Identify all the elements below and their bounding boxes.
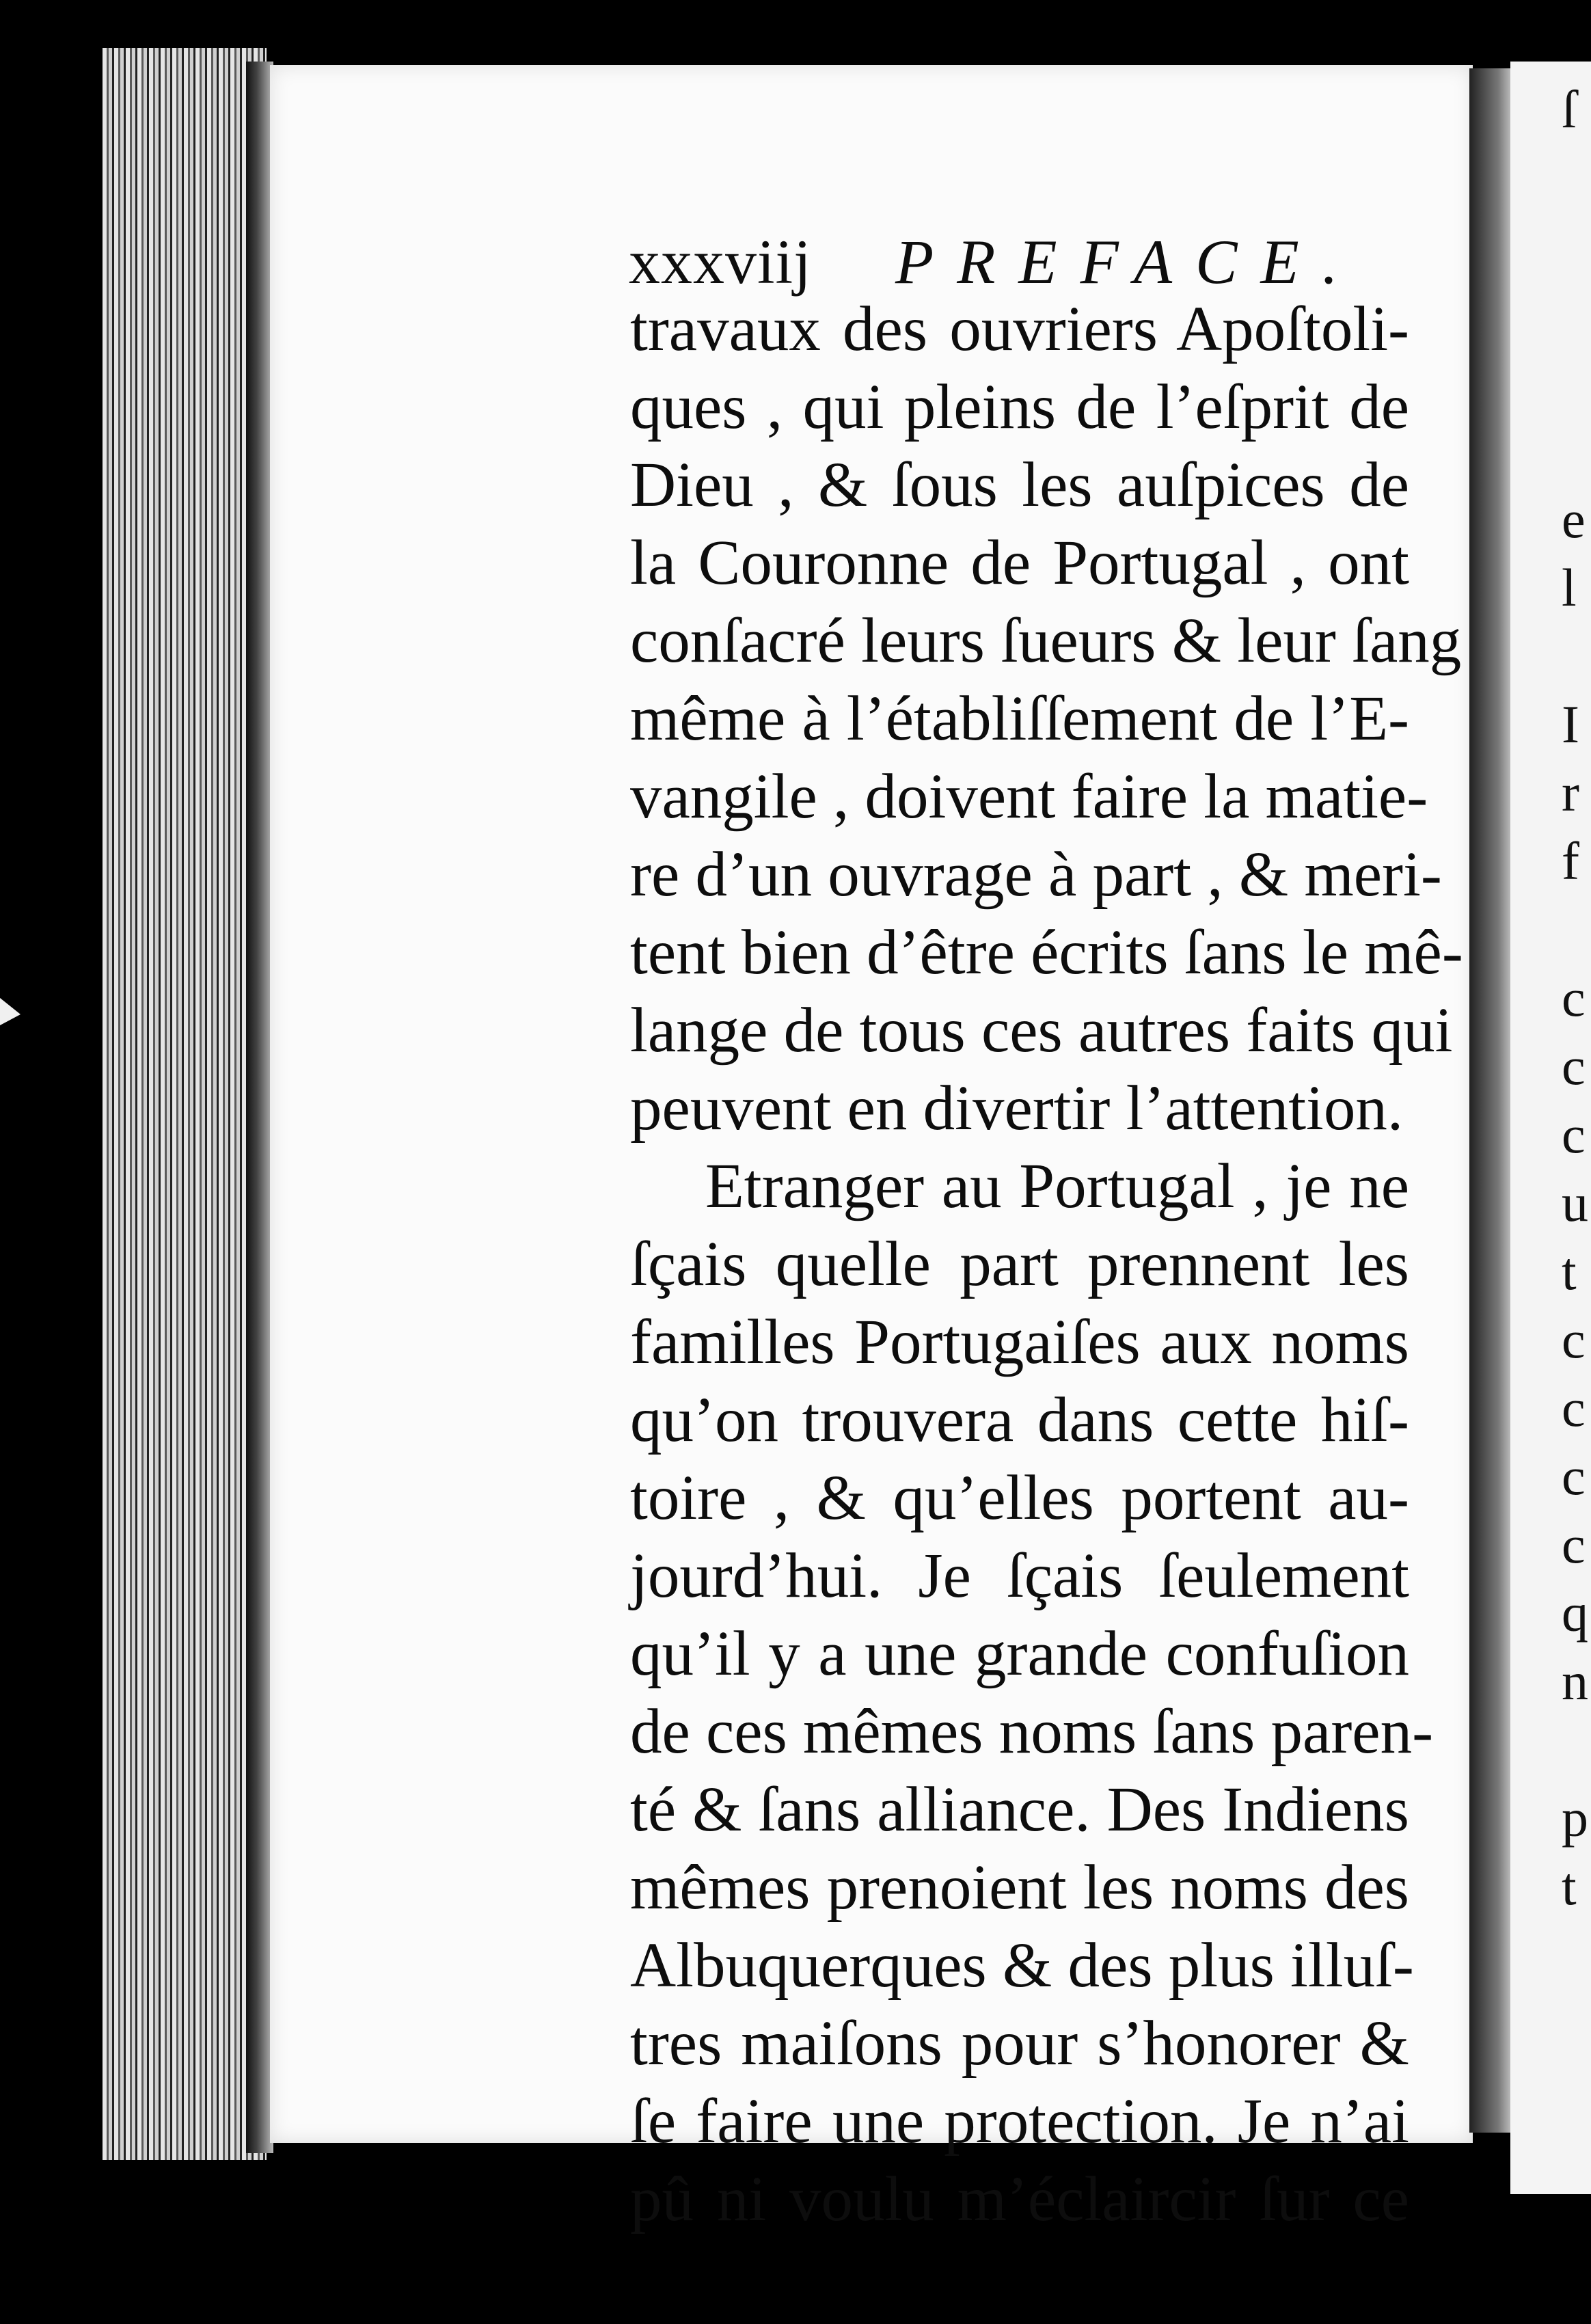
text-line: Etranger au Portugal , je ne	[705, 1151, 1409, 1221]
running-header	[629, 226, 1394, 301]
text-line: peuvent en divertir l’attention.	[630, 1073, 1404, 1144]
text-line: re d’un ouvrage à part , & meri-	[630, 839, 1442, 910]
text-line: mêmes prenoient les noms des	[630, 1852, 1409, 1923]
text-line: Albuquerques & des plus illuſ-	[630, 1930, 1414, 2001]
scan-edge-mark	[0, 998, 21, 1025]
text-line: qu’on trouvera dans cette hiſ-	[630, 1385, 1409, 1455]
text-line: pû ni voulu m’éclaircir ſur ce	[630, 2164, 1409, 2234]
page-stack-edge	[103, 48, 267, 2160]
text-line: Dieu , & ſous les auſpices de	[630, 450, 1409, 520]
paragraph-1	[630, 290, 1463, 1148]
text-line: vangile , doivent faire la matie-	[630, 761, 1428, 832]
text-line: tres maiſons pour s’honorer &	[630, 2008, 1409, 2079]
running-title: PREFACE.	[895, 227, 1361, 297]
text-line: de ces mêmes noms ſans paren-	[630, 1697, 1434, 1767]
text-line: la Couronne de Portugal , ont	[630, 528, 1409, 598]
text-line: qu’il y a une grande confuſion	[630, 1619, 1409, 1689]
book-gutter	[246, 62, 273, 2153]
text-line: jourd’hui. Je ſçais ſeulement	[630, 1541, 1409, 1611]
body-text	[630, 290, 1463, 2239]
facing-page-text-fragments: ſ e l I r f c c c u t c c c c q n p t	[1562, 79, 1588, 1916]
text-line: même à l’établiſſement de l’E-	[630, 684, 1409, 754]
text-line: ſe faire une protection. Je n’ai	[630, 2086, 1409, 2157]
text-line: tent bien d’être écrits ſans le mê-	[630, 917, 1463, 988]
text-line: conſacré leurs ſueurs & leur ſang	[630, 606, 1462, 676]
text-line: familles Portugaiſes aux noms	[630, 1307, 1409, 1377]
page-number: xxxviij	[629, 227, 812, 297]
text-line: té & ſans alliance. Des Indiens	[630, 1774, 1409, 1845]
text-line: ſçais quelle part prennent les	[630, 1229, 1409, 1299]
paragraph-2	[630, 1148, 1434, 2239]
text-line: lange de tous ces autres faits qui	[630, 995, 1453, 1066]
text-line: travaux des ouvriers Apoſtoli-	[630, 294, 1409, 364]
text-line: toire , & qu’elles portent au-	[630, 1463, 1409, 1533]
text-line: ques , qui pleins de l’eſprit de	[630, 372, 1409, 442]
